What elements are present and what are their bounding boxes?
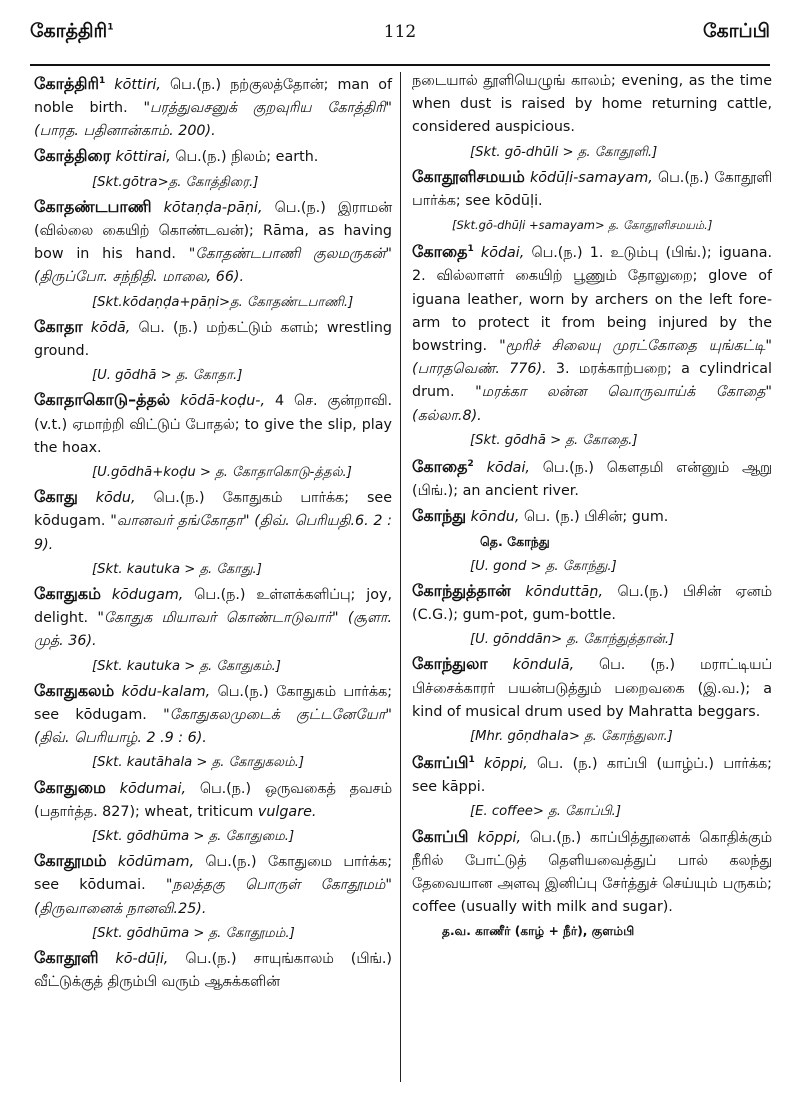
cognate-note: தெ. கோந்து [480,534,550,550]
entry-continuation: நடையால் தூளியெழுங் காலம்; evening, as the time when dust is raised by home returning cattle, considered auspicious. [412,73,772,136]
entry: கோதுமை kōdumai, பெ.(ந.) ஒருவகைத் தவசம் (பதார்த்த. 827); wheat, triticum vulgare. [34,777,393,820]
left-running-headword: கோத்திரி$^1$ [30,20,114,42]
entry: கோந்து kōndu, பெ. (ந.) பிசின்; gum. [412,506,669,526]
etymology: [U. gond > த. கோந்து.] [470,558,617,574]
etymology: [U. gōnddān> த. கோந்துத்தான்.] [470,632,675,648]
etymology: [Skt.kōdaṇḍa+pāṇi>த. கோதண்டபாணி.] [92,294,354,310]
etymology: [Skt. gō-dhūli > த. கோதூளி.] [470,144,658,160]
right-column [412,70,772,945]
etymology: [E. coffee> த. கோப்பி.] [470,804,622,820]
entry: கோதாகொடு–த்தல் kōdā-koḍu-, 4 செ. குன்றாவி. (v.t.) ஏமாற்றி விட்டுப் போதல்; to give the slip, play the hoax. [34,390,392,456]
cognate-note: த.வ. காணீர் (காழ் + நீர்), குளம்பி [442,924,635,939]
entry: கோதுகலம் kōdu-kalam, பெ.(ந.) கோதுகம் பார்க்க; see kōdugam. "கோதுகலமுடைக் குட்டனேயோ" (திவ். பெரியாழ். 2 .9 : 6). [34,680,393,747]
entry: கோத்திரை kōttirai, பெ.(ந.) நிலம்; earth. [34,146,319,166]
etymology: [Skt. gōdhūma > த. கோதுமை.] [92,829,295,845]
etymology: [Mhr. gōṇdhala> த. கோந்துலா.] [470,729,673,745]
right-running-headword: கோப்பி [702,20,770,42]
header-rule [30,64,770,66]
etymology: [U.gōdhā+koḍu > த. கோதாகொடு-த்தல்.] [92,465,352,481]
etymology: [Skt.gō-dhūḷi +samayam> த. கோதூளிசமயம்.] [452,218,713,233]
entry: கோதூளிசமயம் kōdūḷi-samayam, பெ.(ந.) கோதூளி பார்க்க; see kōdūḷi. [412,166,773,210]
etymology: [Skt. kautuka > த. கோதுகம்.] [92,658,281,674]
entry: கோத்திரி$^1$ kōttiri, பெ.(ந.) நற்குலத்தோன்; man of noble birth. "பரத்துவசனுக் குறவுரிய கோத்திரி" (பாரத. பதினான்காம். 200). [34,73,393,140]
entry: கோதை$^2$ kōdai, பெ.(ந.) கௌதமி என்னும் ஆறு (பிங்.); an ancient river. [412,456,773,499]
left-column [34,70,392,995]
page-header [30,20,770,64]
entry: கோப்பி kōppi, பெ.(ந.) காப்பித்தூளைக் கொதிக்கும் நீரில் போட்டுத் தெளியவைத்துப் பால் கலந்து தேவையான அளவு இனிப்பு சேர்த்துச் செய்யும் பருகம்; coffee (usually with milk and sugar). [412,826,772,916]
entry: கோதுகம் kōdugam, பெ.(ந.) உள்ளக்களிப்பு; joy, delight. "கோதுக மியாவர் கொண்டாடுவார்" (சூளா. முத். 36). [34,584,393,650]
entry: கோது kōdu, பெ.(ந.) கோதுகம் பார்க்க; see kōdugam. "வானவர் தங்கோதா" (திவ். பெரியதி.6. 2 : 9). [34,487,393,553]
etymology: [Skt. gōdhā > த. கோதை.] [470,432,638,448]
page-number: 112 [383,22,417,42]
etymology: [Skt. gōdhūma > த. கோதூமம்.] [92,925,295,941]
entry: கோதை$^1$ kōdai, பெ.(ந.) 1. உடும்பு (பிங்.); iguana. 2. வில்லாளர் கையிற் பூணும் தோலுறை; glove of iguana leather, worn by archers on the left fore-arm to protect it from being injured by the bowstring. "மூரிச் சிலையு முரட்கோதை யுங்கட்டி" (பாரதவெண். 776). 3. மரக்காற்பறை; a cylindrical drum. "மரக்கா லன்ன வொருவாய்க் கோதை" (கல்லா.8). [412,242,773,424]
entry: கோதா kōdā, பெ. (ந.) மற்கட்டும் களம்; wrestling ground. [34,316,393,359]
entry: கோந்துத்தான் kōnduttāṉ, பெ.(ந.) பிசின் ஏனம் (C.G.); gum-pot, gum-bottle. [412,580,773,623]
entry: கோந்துலா kōndulā, பெ. (ந.) மராட்டியப் பிச்சைக்காரர் பயன்படுத்தும் பறைவகை (இ.வ.); a kind of musical drum used by Mahratta beggars. [412,654,772,720]
entry: கோதூளி kō-dūḷi, பெ.(ந.) சாயுங்காலம் (பிங்.) வீட்டுக்குத் திரும்பி வரும் ஆசுக்களின் [34,948,393,991]
etymology: [Skt. kautuka > த. கோது.] [92,561,262,577]
etymology: [Skt. kautāhala > த. கோதுகலம்.] [92,755,305,771]
entry: கோதூமம் kōdūmam, பெ.(ந.) கோதுமை பார்க்க; see kōdumai. "நலத்தகு பொருள் கோதூமம்" (திருவானைக் நானவி.25). [34,851,393,917]
column-divider [400,72,401,1082]
entry: கோப்பி$^1$ kōppi, பெ. (ந.) காப்பி (யாழ்ப்.) பார்க்க; see kāppi. [412,752,773,796]
etymology: [Skt.gōtra>த. கோத்திரை.] [92,174,259,190]
entry: கோதண்டபாணி kōtaṇḍa-pāṇi, பெ.(ந.) இராமன் (வில்லை கையிற் கொண்டவன்); Rāma, as having bow in his hand. "கோதண்டபாணி குலமருகன்" (திருப்போ. சந்நிதி. மாலை, 66). [34,196,392,286]
etymology: [U. gōdhā > த. கோதா.] [92,368,243,384]
